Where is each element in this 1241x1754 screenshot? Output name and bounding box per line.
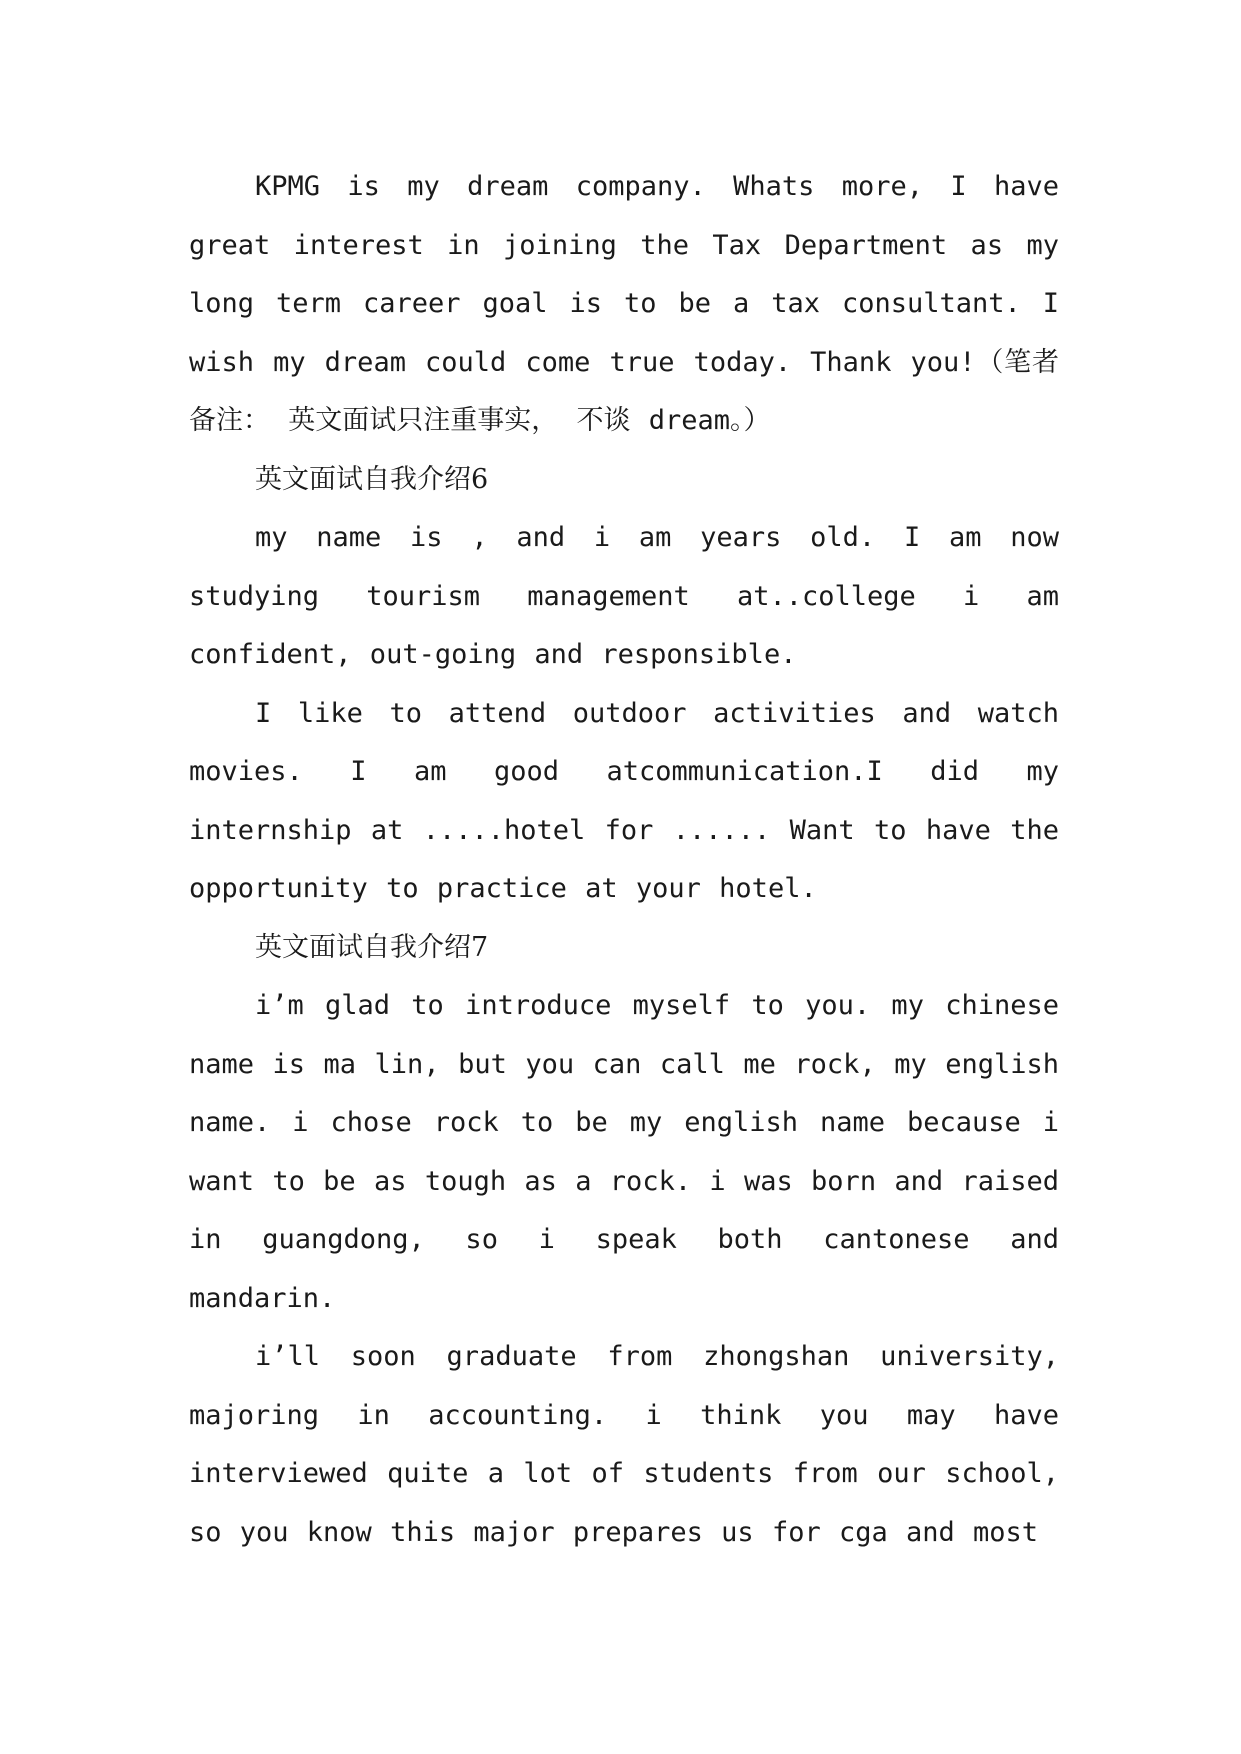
paragraph-kpmg-closing: KPMG is my dream company. Whats more, I have great interest in joining the Tax Department as my long term career goal is to be a tax consultant. I wish my dream could come true today. Thank you!（笔者备注： 英文面试只注重事实， 不谈 dream。）: [189, 171, 1059, 436]
section-heading-7: 英文面试自我介绍7: [255, 931, 489, 963]
paragraph-intro-7a: i’m glad to introduce myself to you. my chinese name is ma lin, but you can call me rock, my english name. i chose rock to be my english name because i want to be as tough as a rock. i was born and raised in guangdong, so i speak both cantonese and mandarin.: [189, 990, 1059, 1314]
document-body: [189, 158, 1059, 1562]
section-heading-6: 英文面试自我介绍6: [255, 463, 489, 495]
paragraph-intro-7b: i’ll soon graduate from zhongshan university, majoring in accounting. i think you may have interviewed quite a lot of students from our school, so you know this major prepares us for cga and most: [189, 1341, 1059, 1548]
paragraph-intro-6b: I like to attend outdoor activities and watch movies. I am good atcommunication.I did my internship at .....hotel for ...... Want to have the opportunity to practice at your hotel.: [189, 697, 1059, 904]
paragraph-intro-6a: my name is , and i am years old. I am now studying tourism management at..college i am confident, out-going and responsible.: [189, 522, 1059, 670]
